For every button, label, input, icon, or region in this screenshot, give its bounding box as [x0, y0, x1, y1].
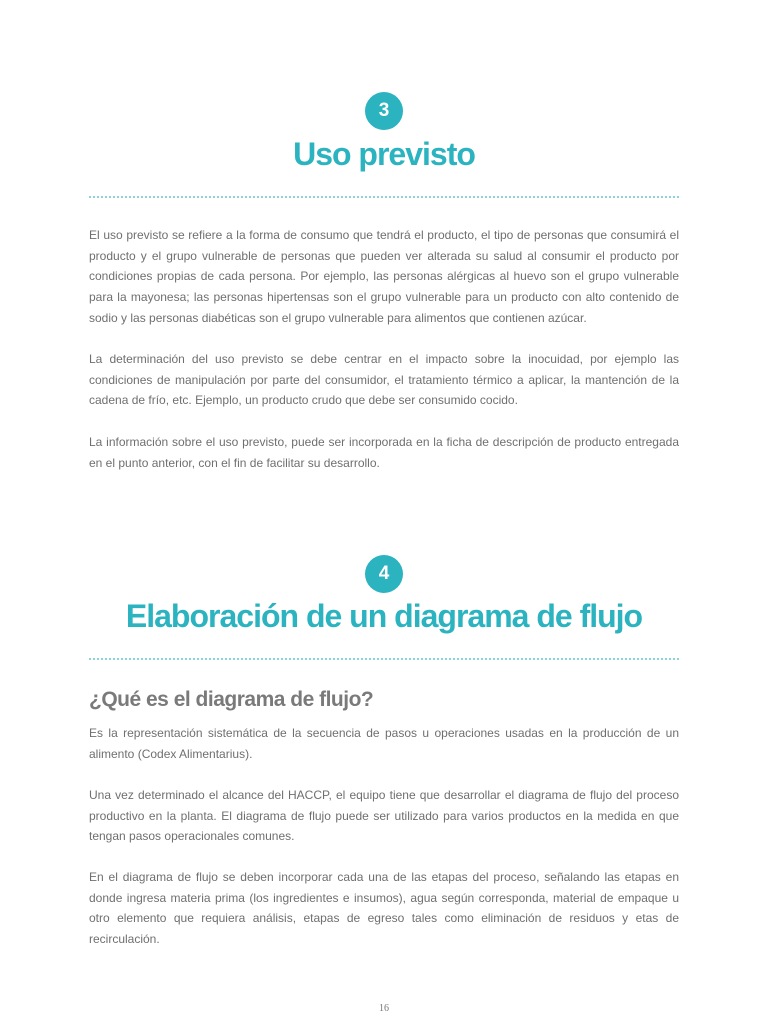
subheading: ¿Qué es el diagrama de flujo? — [89, 688, 374, 711]
section-number-badge: 3 — [365, 92, 403, 130]
paragraph: La información sobre el uso previsto, puede ser incorporada en la ficha de descripción de producto entregada en el punto anterior, con el fin de facilitar su desarrollo. — [89, 435, 679, 470]
paragraph: La determinación del uso previsto se debe centrar en el impacto sobre la inocuidad, por ejemplo las condiciones de manipulación por parte del consumidor, el tratamiento térmico a aplicar, la mantención de la cadena de frío, etc. Ejemplo, un producto crudo que debe ser consumido cocido. — [89, 352, 679, 408]
section-title-uso-previsto: Uso previsto — [293, 136, 475, 172]
paragraph: Es la representación sistemática de la secuencia de pasos u operaciones usadas en la producción de un alimento (Codex Alimentarius). — [89, 726, 679, 761]
page-number: 16 — [379, 1003, 389, 1014]
section-title-diagrama-de-flujo: Elaboración de un diagrama de flujo — [125, 598, 643, 634]
section-divider — [89, 658, 679, 660]
section-number-badge: 4 — [365, 555, 403, 593]
section-divider — [89, 196, 679, 198]
paragraph: Una vez determinado el alcance del HACCP, el equipo tiene que desarrollar el diagrama de flujo del proceso productivo en la planta. El diagrama de flujo puede ser utilizado para varios productos en la medida en que tengan pasos operacionales comunes. — [89, 788, 679, 844]
paragraph: El uso previsto se refiere a la forma de consumo que tendrá el producto, el tipo de personas que consumirá el producto y el grupo vulnerable de personas que pueden ver alterada su salud al consumir el producto por condiciones propias de cada persona. Por ejemplo, las personas alérgicas al huevo son el grupo vulnerable para la mayonesa; las personas hipertensas son el grupo vulnerable para un producto con alto contenido de sodio y las personas diabéticas son el grupo vulnerable para alimentos que contienen azúcar. — [89, 228, 679, 325]
paragraph: En el diagrama de flujo se deben incorporar cada una de las etapas del proceso, señalando las etapas en donde ingresa materia prima (los ingredientes e insumos), agua según corresponda, material de empaque u otro elemento que requiera análisis, etapas de egreso tales como eliminación de residuos y etas de recirculación. — [89, 870, 679, 947]
